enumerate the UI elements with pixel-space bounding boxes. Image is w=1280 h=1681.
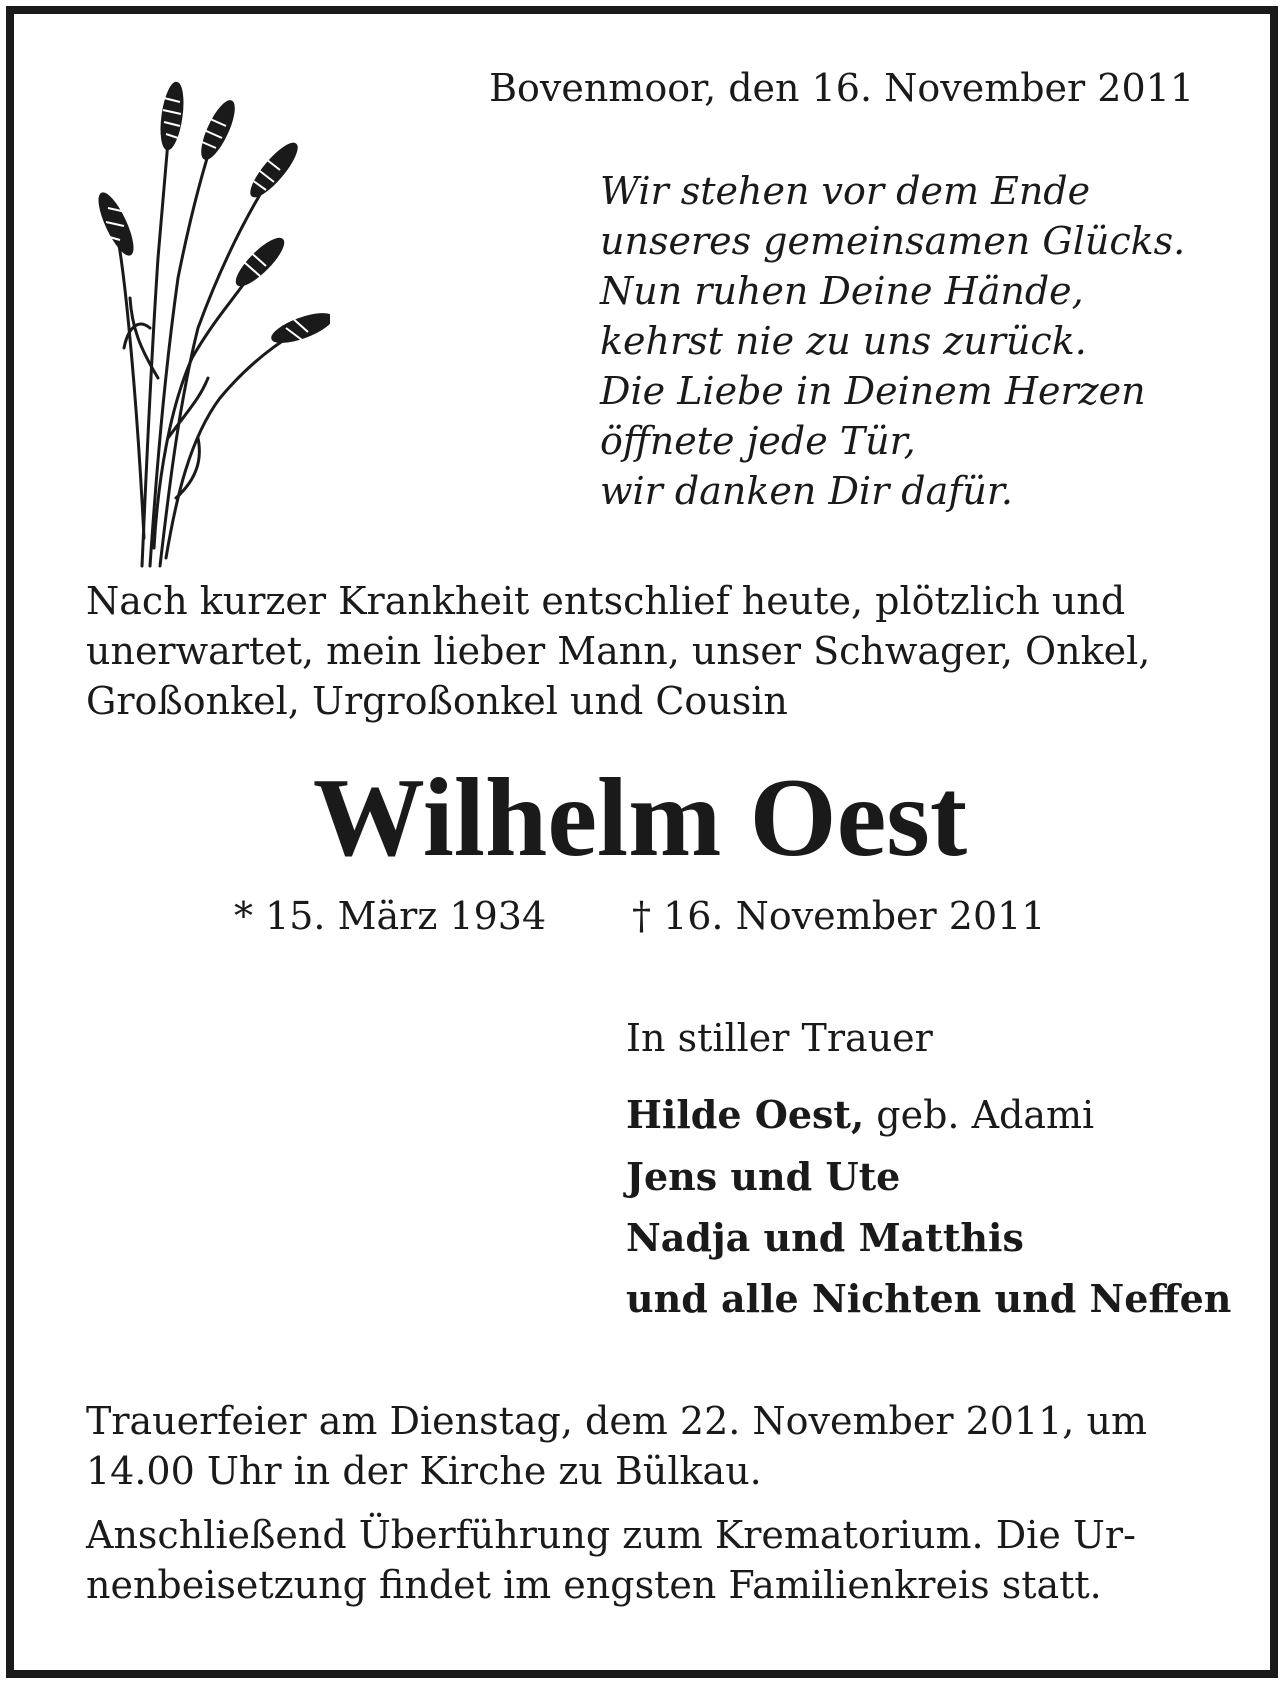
wheat-sheaf-icon — [80, 78, 330, 568]
intro-line: Nach kurzer Krankheit entschlief heute, plötzlich und — [86, 579, 1126, 623]
transfer-line: nenbeisetzung findet im engsten Familienkreis statt. — [86, 1563, 1102, 1607]
mourning-label: In stiller Trauer — [626, 1016, 933, 1060]
deceased-name: Wilhelm Oest — [312, 756, 968, 880]
transfer-line: Anschließend Überführung zum Krematorium. Die Ur- — [86, 1513, 1136, 1557]
death-date: † 16. November 2011 — [632, 894, 1046, 938]
mourner-line — [626, 1084, 1231, 1146]
mourner-name: Hilde Oest, — [626, 1092, 865, 1137]
poem-line: wir danken Dir dafür. — [600, 469, 1013, 513]
intro-paragraph — [86, 576, 1196, 726]
ceremony-line: 14.00 Uhr in der Kirche zu Bülkau. — [86, 1449, 762, 1493]
birth-date: * 15. März 1934 — [234, 894, 547, 938]
intro-line: unerwartet, mein lieber Mann, unser Schwager, Onkel, — [86, 629, 1151, 673]
mourners-list — [626, 1084, 1231, 1329]
poem-line: Wir stehen vor dem Ende — [600, 169, 1091, 213]
place-date: Bovenmoor, den 16. November 2011 — [489, 66, 1194, 110]
poem-line: unseres gemeinsamen Glücks. — [600, 219, 1186, 263]
intro-line: Großonkel, Urgroßonkel und Cousin — [86, 679, 788, 723]
poem-line: Nun ruhen Deine Hände, — [600, 269, 1084, 313]
mourner-line: und alle Nichten und Neffen — [626, 1276, 1232, 1321]
ceremony-paragraph — [86, 1396, 1147, 1496]
memorial-poem — [600, 166, 1185, 516]
mourner-line: Jens und Ute — [626, 1154, 901, 1199]
poem-line: Die Liebe in Deinem Herzen — [600, 369, 1146, 413]
mourner-maiden-name: geb. Adami — [864, 1093, 1095, 1137]
transfer-paragraph — [86, 1510, 1136, 1610]
ceremony-line: Trauerfeier am Dienstag, dem 22. November 2011, um — [86, 1399, 1147, 1443]
poem-line: öffnete jede Tür, — [600, 419, 916, 463]
poem-line: kehrst nie zu uns zurück. — [600, 319, 1087, 363]
mourner-line: Nadja und Matthis — [626, 1215, 1024, 1260]
